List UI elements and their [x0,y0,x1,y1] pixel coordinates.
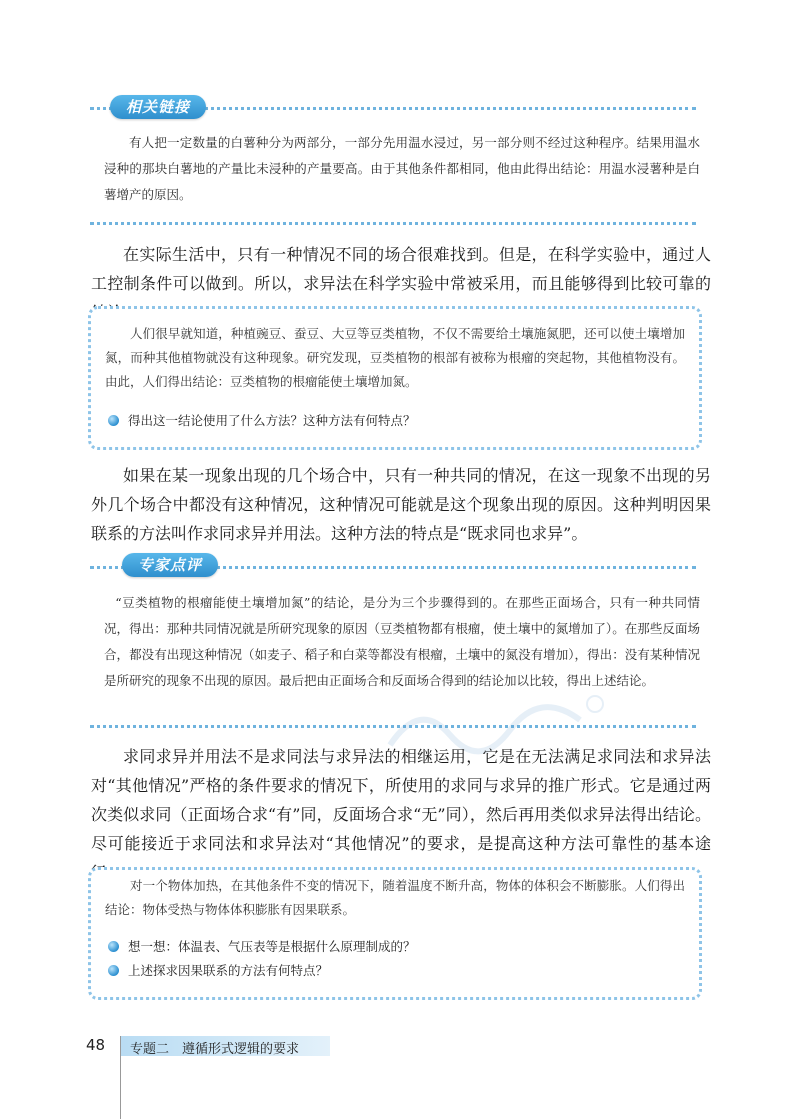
blue-bullet-icon [108,941,119,952]
example-box-2-question-1 [108,936,416,958]
example-box-1-text: 人们很早就知道，种植豌豆、蚕豆、大豆等豆类植物，不仅不需要给土壤施氮肥，还可以使土壤增加氮，而种其他植物就没有这种现象。研究发现，豆类植物的根部有被称为根瘤的突起物，其他植物没有。由此，人们得出结论：豆类植物的根瘤能使土壤增加氮。 [105,326,685,389]
body-paragraph-1: 在实际生活中，只有一种情况不同的场合很难找到。但是，在科学实验中，通过人工控制条件可以做到。所以，求异法在科学实验中常被采用，而且能够得到比较可靠的 [91,245,711,293]
blue-bullet-icon [108,965,119,976]
body-paragraph-3: 求同求异并用法不是求同法与求异法的相继运用，它是在无法满足求同法和求异法对“其他情况”严格的条件要求的情况下，所使用的求同与求异的推广形式。它是通过两次类似求同（正面场合求“有”同，反面场合求“无”同），然后再用类似求异法得出结论。尽可能接近于求同法和求异法对“其他情况”的要求，是提高这种方法可靠性的基本途 [91,747,711,853]
expert-review-text: “豆类植物的根瘤能使土壤增加氮”的结论，是分为三个步骤得到的。在那些正面场合，只有一种共同情况，得出：那种共同情况就是所研究现象的原因（豆类植物都有根瘤，使土壤中的氮增加了）。在那些反面场合，都没有出现这种情况（如麦子、稻子和白菜等都没有根瘤，土壤中的氮没有增加），得出：没有某种情况是所研究的现象不出现的原因。最后把由正面场合和反面场合得到的结论加以比较，得出上述结论。 [104,595,700,688]
footer-divider-line [120,1036,121,1119]
example-box-1-question [108,410,416,432]
blue-bullet-icon [108,415,119,426]
question-text: 得出这一结论使用了什么方法？这种方法有何特点？ [128,413,416,428]
example-box-2-question-2 [108,960,328,982]
related-links-text: 有人把一定数量的白薯种分为两部分，一部分先用温水浸过，另一部分则不经过这种程序。结果用温水浸种的那块白薯地的产量比未浸种的产量要高。由于其他条件都相同，他由此得出结论：用温水浸薯种是白薯增产的原因。 [104,135,700,202]
section-tag-expert-review: 专家点评 [122,553,218,577]
section-tag-related-links: 相关链接 [110,95,206,119]
example-box-2-text: 对一个物体加热，在其他条件不变的情况下，随着温度不断升高，物体的体积会不断膨胀。人们得出结论：物体受热与物体体积膨胀有因果联系。 [105,878,685,917]
page-number: 48 [86,1036,106,1054]
question-text: 上述探求因果联系的方法有何特点？ [128,963,329,978]
section-divider-bottom [90,222,696,225]
body-paragraph-2: 如果在某一现象出现的几个场合中，只有一种共同的情况，在这一现象不出现的另外几个场合中都没有这种情况，这种情况可能就是这个现象出现的原因。这种判明因果联系的方法叫作求同求异并用法。这种方法的特点是“既求同也求异”。 [91,466,711,543]
footer-chapter-title: 专题二 遵循形式逻辑的要求 [130,1042,300,1057]
question-text: 想一想：体温表、气压表等是根据什么原理制成的？ [128,939,416,954]
